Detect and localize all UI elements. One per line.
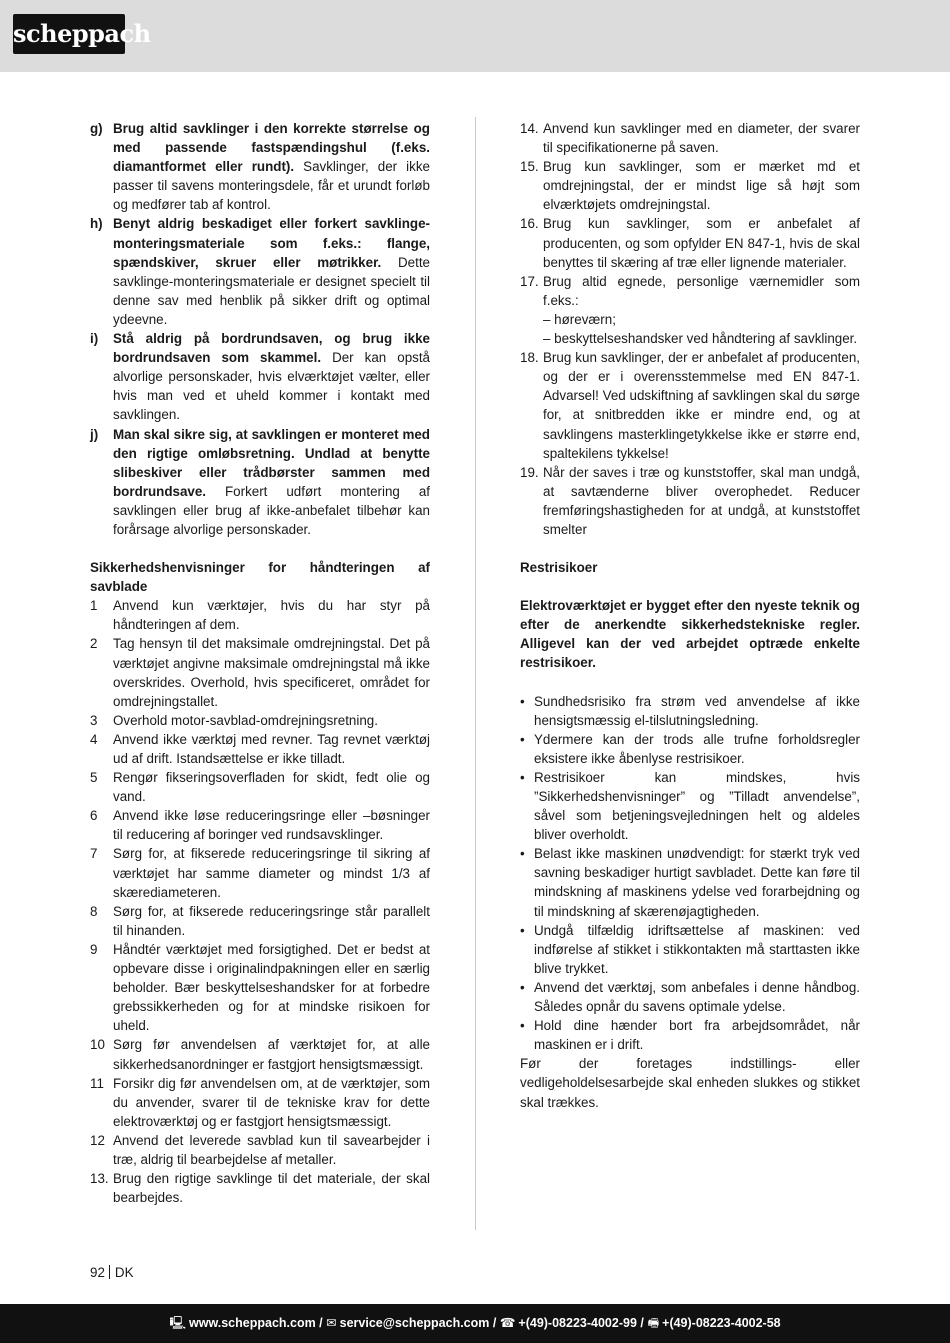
list-item xyxy=(520,348,860,463)
rule-bold-text: Benyt aldrig beskadiget eller forkert savklinge-monteringsmateriale som f.eks.: flange, spændskiver, skruer eller møtrikker. xyxy=(113,216,430,270)
list-item-number: 16. xyxy=(520,216,539,232)
bullet-item xyxy=(520,768,860,844)
list-item xyxy=(520,463,860,539)
bullet-item xyxy=(520,978,860,1016)
closing-paragraph: Før der foretages indstillings- eller vedligeholdelsesarbejde skal enheden slukkes og stikket skal trækkes. xyxy=(520,1056,860,1110)
footer-phone[interactable]: +(49)-08223-4002-99 / xyxy=(518,1316,644,1330)
rule-h xyxy=(90,214,430,329)
list-item-text: Brug den rigtige savklinge til det materiale, der skal bearbejdes. xyxy=(113,1171,430,1206)
list-item xyxy=(520,214,860,271)
bullet-text: Sundhedsrisiko fra strøm ved anvendelse af ikke hensigtsmæssig el-tilslutningsledning. xyxy=(534,693,860,728)
list-item xyxy=(90,596,430,634)
section-heading: Sikkerhedshenvisninger for håndteringen af savblade xyxy=(90,560,430,595)
list-item xyxy=(90,711,430,730)
rule-text: Savklinger, der ikke passer til savens monteringsdele, får et urundt forløb og medfører tab af kontrol. xyxy=(113,159,430,213)
list-item-number: 1 xyxy=(90,598,98,614)
bullet-text: Anvend det værktøj, som anbefales i denne håndbog. Således opnår du savens optimale ydelse. xyxy=(534,979,860,1015)
intro-paragraph: Elektroværktøjet er bygget efter den nyeste teknik og efter de anerkendte sikkerhedstekniske regler. Alligevel kan der ved arbejdet optræde enkelte restrisikoer. xyxy=(520,598,860,671)
list-item-number: 2 xyxy=(90,636,98,652)
list-item-text: Brug kun savklinger, som er mærket md et omdrejningstal, der er mindst lige så højt som elværktøjets omdrejningstal. xyxy=(543,159,860,213)
list-item-number: 18. xyxy=(520,350,539,366)
list-item-number: 7 xyxy=(90,846,98,862)
rule-bold-text: Brug altid savklinger i den korrekte størrelse og med passende fastspændingshul (f.eks. diamantformet eller rundt). xyxy=(113,121,430,175)
rule-j xyxy=(90,425,430,540)
bullet-icon: • xyxy=(520,693,525,709)
fax-icon: 🖷 xyxy=(647,1316,660,1330)
bullet-icon: • xyxy=(520,846,525,862)
list-item-number: 11 xyxy=(90,1075,104,1091)
bullet-text: Ydermere kan der trods alle trufne forholdsregler eksistere ikke åbenlyse restrisikoer. xyxy=(534,731,860,766)
rule-bold-text: Man skal sikre sig, at savklingen er monteret med den rigtige omløbsretning. Undlad at benytte slibeskiver eller trådbørster sammen med bordrundsave. xyxy=(113,426,430,499)
list-item-number: 8 xyxy=(90,903,98,919)
bullet-item xyxy=(520,1016,860,1054)
list-item-number: 13. xyxy=(90,1171,109,1187)
list-item-number: 4 xyxy=(90,731,98,747)
list-item-number: 12 xyxy=(90,1132,105,1148)
scheppach-logo: scheppach xyxy=(13,14,125,54)
bullet-icon: • xyxy=(520,922,525,938)
list-item xyxy=(90,844,430,901)
list-item-text: Anvend kun værktøjer, hvis du har styr på håndteringen af dem. xyxy=(113,598,430,633)
numbered-list xyxy=(520,119,860,272)
list-item xyxy=(90,1074,430,1131)
list-item-text: Forsikr dig før anvendelsen om, at de værktøjer, som du anvender, svarer til de tekniske krav for dette elektroværktøj og er fastgjort hensigtsmæssigt. xyxy=(113,1075,430,1129)
list-item-number: 17. xyxy=(520,273,539,289)
bullet-text: Restrisikoer kan mindskes, hvis ”Sikkerhedshenvisninger” og ”Tilladt anvendelse”, såvel som betjeningsvejledningen helt og aldeles bliver overholdt. xyxy=(534,769,860,843)
list-item-text: Sørg før anvendelsen af værktøjet for, at alle sikkerhedsanordninger er fastgjort hensigtsmæssigt. xyxy=(113,1037,430,1072)
rule-label: i) xyxy=(90,331,99,347)
rule-label: g) xyxy=(90,121,103,136)
page-language: DK xyxy=(114,1265,134,1280)
list-item-text: Brug kun savklinger, som er anbefalet af producenten, og som opfylder EN 847-1, hvis de skal benyttes til skæring af træ eller lignende materialer. xyxy=(543,216,860,270)
bullet-item xyxy=(520,730,860,768)
dash-item: – høreværn; xyxy=(543,311,616,327)
list-item xyxy=(90,1169,430,1207)
column-divider xyxy=(475,117,476,1230)
list-item-number: 9 xyxy=(90,941,98,957)
bullet-text: Hold dine hænder bort fra arbejdsområdet, når maskinen er i drift. xyxy=(534,1018,860,1053)
bullet-text: Undgå tilfældig idriftsættelse af maskinen: ved indførelse af stikket i stikkontakten må starttasten ikke blive trykket. xyxy=(534,922,860,976)
list-item xyxy=(90,902,430,940)
list-item-number: 14. xyxy=(520,121,539,136)
list-item-number: 5 xyxy=(90,770,98,786)
list-item-number: 3 xyxy=(90,712,98,728)
section-heading: Restrisikoer xyxy=(520,560,598,576)
list-item xyxy=(520,119,860,157)
list-item-number: 10 xyxy=(90,1037,105,1053)
rule-bold-text: Stå aldrig på bordrundsaven, og brug ikke bordrundsaven som skammel. xyxy=(113,331,430,366)
page-header xyxy=(0,0,950,72)
list-item-text: Anvend ikke løse reduceringsringe eller –bøsninger til reducering af boringer ved rundsavsklinger. xyxy=(113,808,430,843)
list-item-text: Overhold motor-savblad-omdrejningsretning. xyxy=(113,712,378,728)
list-item-text: Brug kun savklinger, der er anbefalet af producenten, og der er i overensstemmelse med EN 847-1. Advarsel! Ved udskiftning af savklingen skal du sørge for, at snitbredden ikke er mindre end, og at savklingens masterklingetykkelse ikke er større end, spaltekilens tykkelse! xyxy=(543,350,860,461)
mail-icon: ✉ xyxy=(326,1316,337,1330)
rule-text: Dette savklinge-monteringsmateriale er designet specielt til denne sav med henblik på sikker drift og optimal ydeevne. xyxy=(113,254,430,327)
rule-text: Der kan opstå alvorlige personskader, hvis elværktøjet vælter, eller hvis man ved et uheld kommer i kontakt med savklingen. xyxy=(113,350,431,423)
page-number-value: 92 xyxy=(90,1265,105,1280)
numbered-list xyxy=(90,596,430,1207)
list-item-text: Brug altid egnede, personlige værnemidler som f.eks.: xyxy=(543,273,860,308)
footer-mail[interactable]: service@scheppach.com / xyxy=(339,1316,497,1330)
list-item-text: Sørg for, at fikserede reduceringsringe står parallelt til hinanden. xyxy=(113,903,430,938)
rule-label: h) xyxy=(90,216,103,232)
list-item xyxy=(90,1035,430,1073)
rule-label: j) xyxy=(90,426,99,442)
list-item-number: 6 xyxy=(90,808,98,824)
bullet-item xyxy=(520,692,860,730)
list-item-number: 15. xyxy=(520,159,539,175)
list-item-text: Anvend kun savklinger med en diameter, der svarer til specifikationerne på saven. xyxy=(543,121,860,156)
footer-fax[interactable]: +(49)-08223-4002-58 xyxy=(662,1316,781,1330)
rule-g xyxy=(90,119,430,214)
list-item-text: Håndtér værktøjet med forsigtighed. Det er bedst at opbevare disse i originalindpakningen eller en særlig beholder. Bær beskyttelseshandsker for at forbedre grebssikkerheden og for at mindske risikoen for uheld. xyxy=(113,941,430,1034)
list-item-number: 19. xyxy=(520,464,539,480)
list-item-text: Rengør fikseringsoverfladen for skidt, fedt olie og vand. xyxy=(113,770,430,805)
page-number xyxy=(90,1265,134,1280)
phone-icon: ☎ xyxy=(499,1316,516,1330)
list-item xyxy=(90,806,430,844)
footer-web[interactable]: www.scheppach.com / xyxy=(189,1316,323,1330)
list-item-text: Anvend det leverede savblad kun til savearbejder i træ, aldrig til bearbejdelse af metaller. xyxy=(113,1132,430,1167)
dash-item: – beskyttelseshandsker ved håndtering af savklinger. xyxy=(543,331,858,347)
left-column xyxy=(90,119,430,1207)
bullet-item xyxy=(520,844,860,920)
bullet-icon: • xyxy=(520,979,525,995)
bullet-icon: • xyxy=(520,731,525,747)
list-item-text: Når der saves i træ og kunststoffer, skal man undgå, at savtænderne bliver overophedet. Reducer fremføringshastigheden for at undgå, at kunststoffet smelter xyxy=(543,464,860,537)
list-item xyxy=(90,768,430,806)
list-item xyxy=(90,634,430,710)
right-column xyxy=(520,119,860,1112)
bullet-text: Belast ikke maskinen unødvendigt: for stærkt tryk ved savning beskadiger hurtigt savbladet. Dette kan føre til mindskning af maskinens ydelse ved forarbejdning og til mindskning af skærenøjagtigheden. xyxy=(534,846,860,919)
rule-i xyxy=(90,329,430,424)
list-item-text: Anvend ikke værktøj med revner. Tag revnet værktøj ud af drift. Istandsættelse er ikke tilladt. xyxy=(113,731,430,766)
bullet-list xyxy=(520,692,860,1055)
page-footer xyxy=(0,1304,950,1343)
list-item xyxy=(520,157,860,214)
list-item xyxy=(90,1131,430,1169)
bullet-item xyxy=(520,921,860,978)
bullet-icon: • xyxy=(520,769,525,785)
numbered-list xyxy=(520,348,860,539)
list-item xyxy=(520,272,860,348)
computer-icon: 🖳 xyxy=(169,1316,187,1330)
list-item-text: Tag hensyn til det maksimale omdrejningstal. Det på værktøjet angivne maksimale omdrejningstal må ikke overskrides. Overhold, hvis specificeret, området for omdrejningstallet. xyxy=(113,636,430,709)
rule-text: Forkert udført montering af savklingen eller brug af ikke-anbefalet tilbehør kan forårsage alvorlige personskader. xyxy=(113,483,430,537)
list-item xyxy=(90,940,430,1035)
list-item xyxy=(90,730,430,768)
list-item-text: Sørg for, at fikserede reduceringsringe til sikring af værktøjet har samme diameter og mindst 1/3 af skærediameteren. xyxy=(113,846,430,900)
bullet-icon: • xyxy=(520,1018,525,1034)
